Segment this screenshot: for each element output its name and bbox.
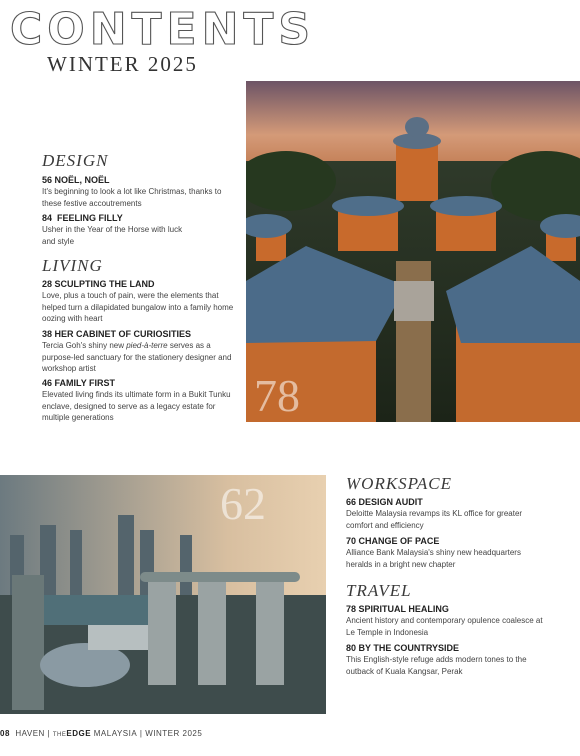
page-title: CONTENTS — [10, 4, 316, 55]
toc-entry-title: 78 SPIRITUAL HEALING — [346, 604, 449, 614]
toc-entry-desc: Tercia Goh's shiny new pied-à-terre serves as a purpose-led sanctuary for the stationery designer and workshop artist — [42, 341, 232, 373]
toc-entry-desc: Alliance Bank Malaysia's shiny new headquarters heralds in a bright new chapter — [346, 548, 521, 569]
toc-entry[interactable] — [346, 535, 566, 570]
toc-entry-title: 46 FAMILY FIRST — [42, 378, 116, 388]
toc-entry-title: 38 HER CABINET OF CURIOSITIES — [42, 329, 192, 339]
toc-entry-desc: Love, plus a touch of pain, were the elements that helped turn a dilapidated bungalow into a family home oozing with heart — [42, 291, 234, 323]
section-heading-workspace: WORKSPACE — [346, 474, 452, 493]
toc-entry[interactable] — [42, 212, 242, 247]
footer-brand-the: THE — [52, 732, 67, 738]
city-photo[interactable] — [0, 475, 326, 714]
temple-photo[interactable] — [246, 81, 580, 422]
page-number-overlay: 78 — [254, 370, 300, 421]
toc-entry[interactable] — [346, 642, 566, 677]
toc-entry[interactable] — [42, 328, 242, 375]
toc-entry-desc: This English-style refuge adds modern tones to the outback of Kuala Kangsar, Perak — [346, 655, 527, 676]
page-number-overlay: 62 — [220, 478, 266, 529]
toc-entry-title: 70 CHANGE OF PACE — [346, 536, 440, 546]
toc-entry-title: 84 FEELING FILLY — [42, 213, 123, 223]
section-heading-travel: TRAVEL — [346, 581, 412, 600]
page-footer: 08 HAVEN | THEEDGE MALAYSIA | WINTER 2025 — [0, 729, 203, 738]
toc-entry[interactable] — [346, 603, 566, 638]
toc-entry-desc: Deloitte Malaysia revamps its KL office for greater comfort and efficiency — [346, 509, 523, 530]
footer-issue: WINTER 2025 — [145, 729, 203, 738]
toc-entry[interactable] — [42, 174, 242, 209]
footer-page-number: 08 — [0, 729, 10, 738]
toc-entry-title: 80 BY THE COUNTRYSIDE — [346, 643, 460, 653]
footer-magazine: HAVEN — [15, 729, 45, 738]
toc-entry-title: 28 SCULPTING THE LAND — [42, 279, 155, 289]
toc-entry-desc: It's beginning to look a lot like Christmas, thanks to these festive accoutrements — [42, 187, 222, 208]
toc-entry-title: 66 DESIGN AUDIT — [346, 497, 423, 507]
toc-entry-title: 56 NOËL, NOËL — [42, 175, 110, 185]
section-heading-living: LIVING — [42, 256, 103, 275]
issue-subtitle: WINTER 2025 — [47, 52, 198, 76]
toc-entry-desc: Usher in the Year of the Horse with luck and style — [42, 225, 183, 246]
toc-entry[interactable] — [42, 377, 242, 424]
section-heading-design: DESIGN — [42, 151, 109, 170]
toc-entry[interactable] — [42, 278, 242, 325]
toc-entry[interactable] — [346, 496, 566, 531]
footer-brand-edge: EDGE — [66, 729, 92, 738]
toc-entry-desc: Ancient history and contemporary opulence coalesce at Le Temple in Indonesia — [346, 616, 543, 637]
toc-entry-desc: Elevated living finds its ultimate form in a Bukit Tunku enclave, designed to serve as a legacy estate for multiple generations — [42, 390, 231, 422]
city-illustration — [0, 475, 326, 714]
footer-brand-country: MALAYSIA — [93, 729, 138, 738]
